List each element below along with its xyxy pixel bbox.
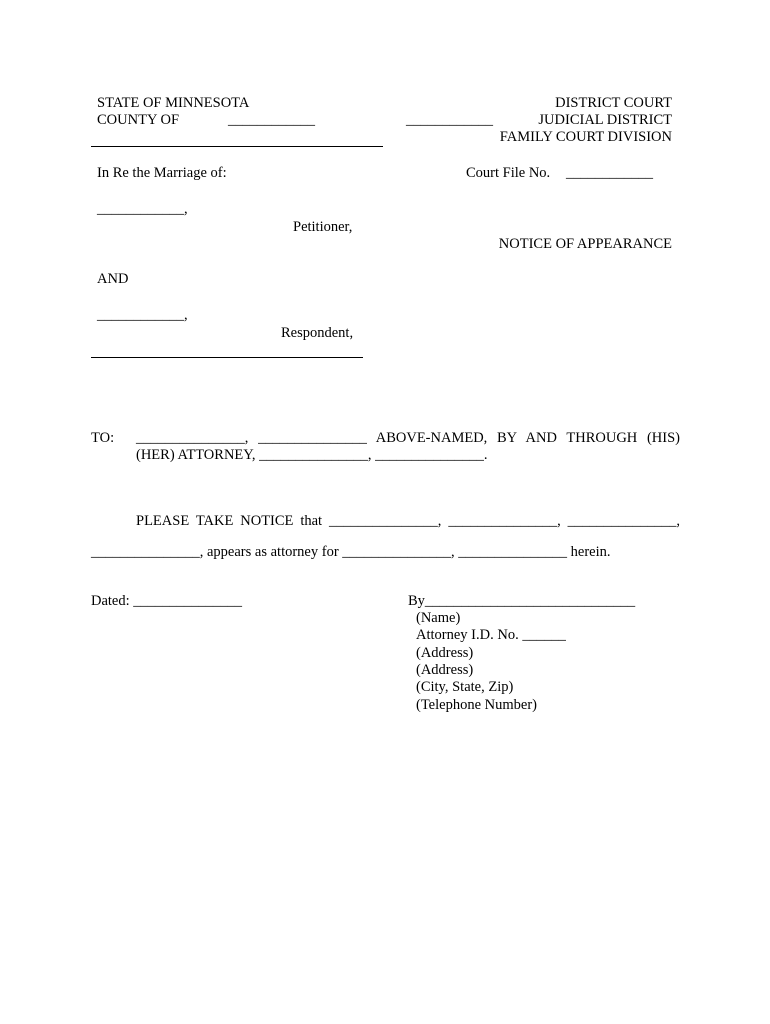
to-line-1: _______________, _______________ ABOVE-NAMED, BY AND THROUGH (HIS): [136, 430, 680, 446]
district-blank: ____________: [406, 112, 493, 128]
notice-line-1: PLEASE TAKE NOTICE that _______________, _______________, _______________,: [136, 513, 680, 529]
attorney-address-1: (Address): [416, 645, 474, 661]
court-file-label: Court File No.: [466, 165, 551, 181]
division-label: FAMILY COURT DIVISION: [499, 129, 672, 145]
to-line-2: (HER) ATTORNEY, _______________, _______________.: [136, 447, 488, 463]
caption-divider-bottom: [91, 357, 363, 358]
signature-line: By_____________________________: [408, 593, 636, 609]
attorney-name: (Name): [416, 610, 461, 626]
to-label: TO:: [91, 430, 115, 446]
attorney-address-2: (Address): [416, 662, 474, 678]
respondent-label: Respondent,: [281, 325, 354, 341]
county-blank: ____________: [228, 112, 315, 128]
attorney-id: Attorney I.D. No. ______: [416, 627, 566, 643]
and-label: AND: [97, 271, 129, 287]
document-title: NOTICE OF APPEARANCE: [498, 236, 672, 252]
county-label: COUNTY OF: [97, 112, 180, 128]
in-re-label: In Re the Marriage of:: [97, 165, 227, 181]
notice-line-2: _______________, appears as attorney for _______________, _______________ herein.: [91, 544, 611, 560]
caption-divider-top: [91, 146, 383, 147]
respondent-blank: ____________,: [97, 307, 188, 323]
dated-line: Dated: _______________: [91, 593, 243, 609]
state-label: STATE OF MINNESOTA: [97, 95, 250, 111]
district-label: JUDICIAL DISTRICT: [538, 112, 672, 128]
attorney-telephone: (Telephone Number): [416, 697, 537, 713]
court-file-blank: ____________: [566, 165, 653, 181]
petitioner-label: Petitioner,: [293, 219, 353, 235]
attorney-city-state-zip: (City, State, Zip): [416, 679, 514, 695]
petitioner-blank: ____________,: [97, 201, 188, 217]
court-label: DISTRICT COURT: [555, 95, 672, 111]
